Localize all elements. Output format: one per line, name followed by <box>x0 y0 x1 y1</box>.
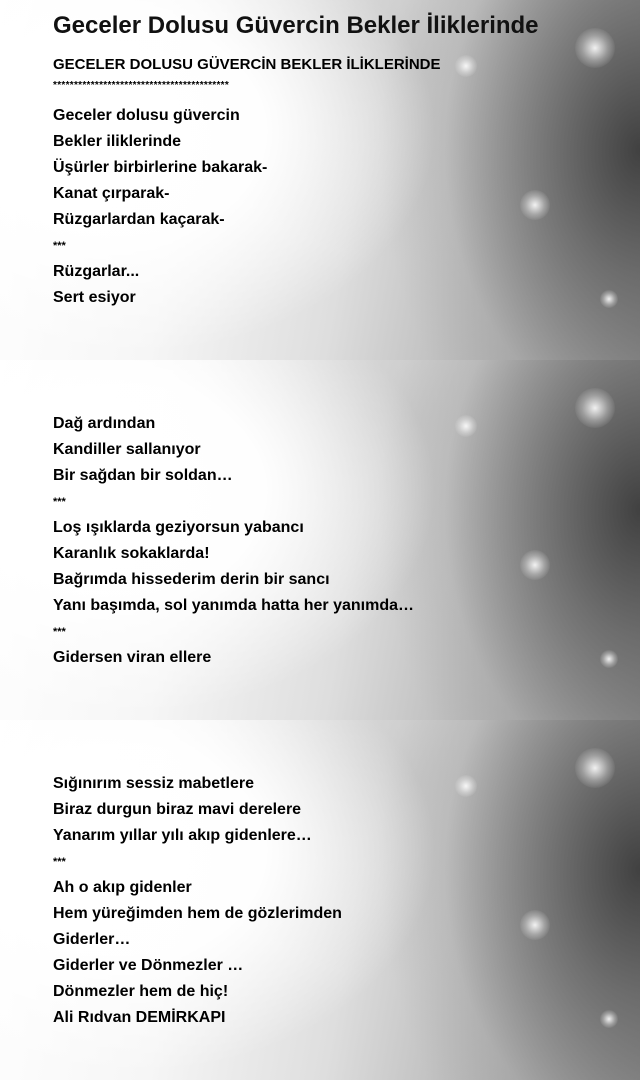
poem-line: Yanı başımda, sol yanımda hatta her yanımda… <box>53 597 415 614</box>
poem-line: Dönmezler hem de hiç! <box>53 983 229 1000</box>
stanza-separator: *** <box>53 496 66 508</box>
asterisk-divider: ****************************************** <box>53 80 230 91</box>
poem-line: Yanarım yıllar yılı akıp gidenlere… <box>53 827 312 844</box>
stanza-separator: *** <box>53 626 66 638</box>
bokeh-light <box>455 55 477 77</box>
stanza-separator: *** <box>53 856 66 868</box>
bokeh-light <box>600 290 618 308</box>
poem-line: Sığınırım sessiz mabetlere <box>53 775 254 792</box>
bokeh-light <box>575 28 615 68</box>
bokeh-light <box>575 388 615 428</box>
poem-panel-3 <box>0 720 640 1080</box>
bokeh-light <box>520 190 550 220</box>
bokeh-light <box>520 550 550 580</box>
poem-line: Kanat çırparak- <box>53 185 170 202</box>
stanza-separator: *** <box>53 240 66 252</box>
poem-line: Üşürler birbirlerine bakarak- <box>53 159 268 176</box>
poem-line: Bağrımda hissederim derin bir sancı <box>53 571 330 588</box>
poem-panel-2 <box>0 360 640 720</box>
bokeh-light <box>455 415 477 437</box>
stanza-list-1 <box>53 103 267 311</box>
poem-line: Rüzgarlar... <box>53 263 140 280</box>
poem-line: Gidersen viran ellere <box>53 649 212 666</box>
bokeh-light <box>575 748 615 788</box>
poem-line: Giderler… <box>53 931 131 948</box>
poem-line: Biraz durgun biraz mavi derelere <box>53 801 302 818</box>
poem-line: Geceler dolusu güvercin <box>53 107 240 124</box>
bokeh-light <box>455 775 477 797</box>
poem-line: Ah o akıp gidenler <box>53 879 192 896</box>
poem-line: Giderler ve Dönmezler … <box>53 957 244 974</box>
poem-line: Sert esiyor <box>53 289 136 306</box>
bokeh-light <box>520 910 550 940</box>
bokeh-light <box>600 650 618 668</box>
poem-panel-1 <box>0 0 640 360</box>
poem-line: Rüzgarlardan kaçarak- <box>53 211 225 228</box>
bokeh-light <box>600 1010 618 1028</box>
poem-line: Dağ ardından <box>53 415 156 432</box>
poem-line: Kandiller sallanıyor <box>53 441 201 458</box>
poem-line: Bekler iliklerinde <box>53 133 182 150</box>
poem-line: Karanlık sokaklarda! <box>53 545 210 562</box>
poem-subtitle: GECELER DOLUSU GÜVERCİN BEKLER İLİKLERİNDE <box>53 56 441 73</box>
stanza-list-2 <box>53 411 414 671</box>
poem-author: Ali Rıdvan DEMİRKAPI <box>53 1009 226 1026</box>
stanza-list-3 <box>53 771 342 1031</box>
poem-title: Geceler Dolusu Güvercin Bekler İliklerinde <box>53 12 539 39</box>
poem-line: Loş ışıklarda geziyorsun yabancı <box>53 519 304 536</box>
poem-line: Bir sağdan bir soldan… <box>53 467 233 484</box>
poem-line: Hem yüreğimden hem de gözlerimden <box>53 905 342 922</box>
